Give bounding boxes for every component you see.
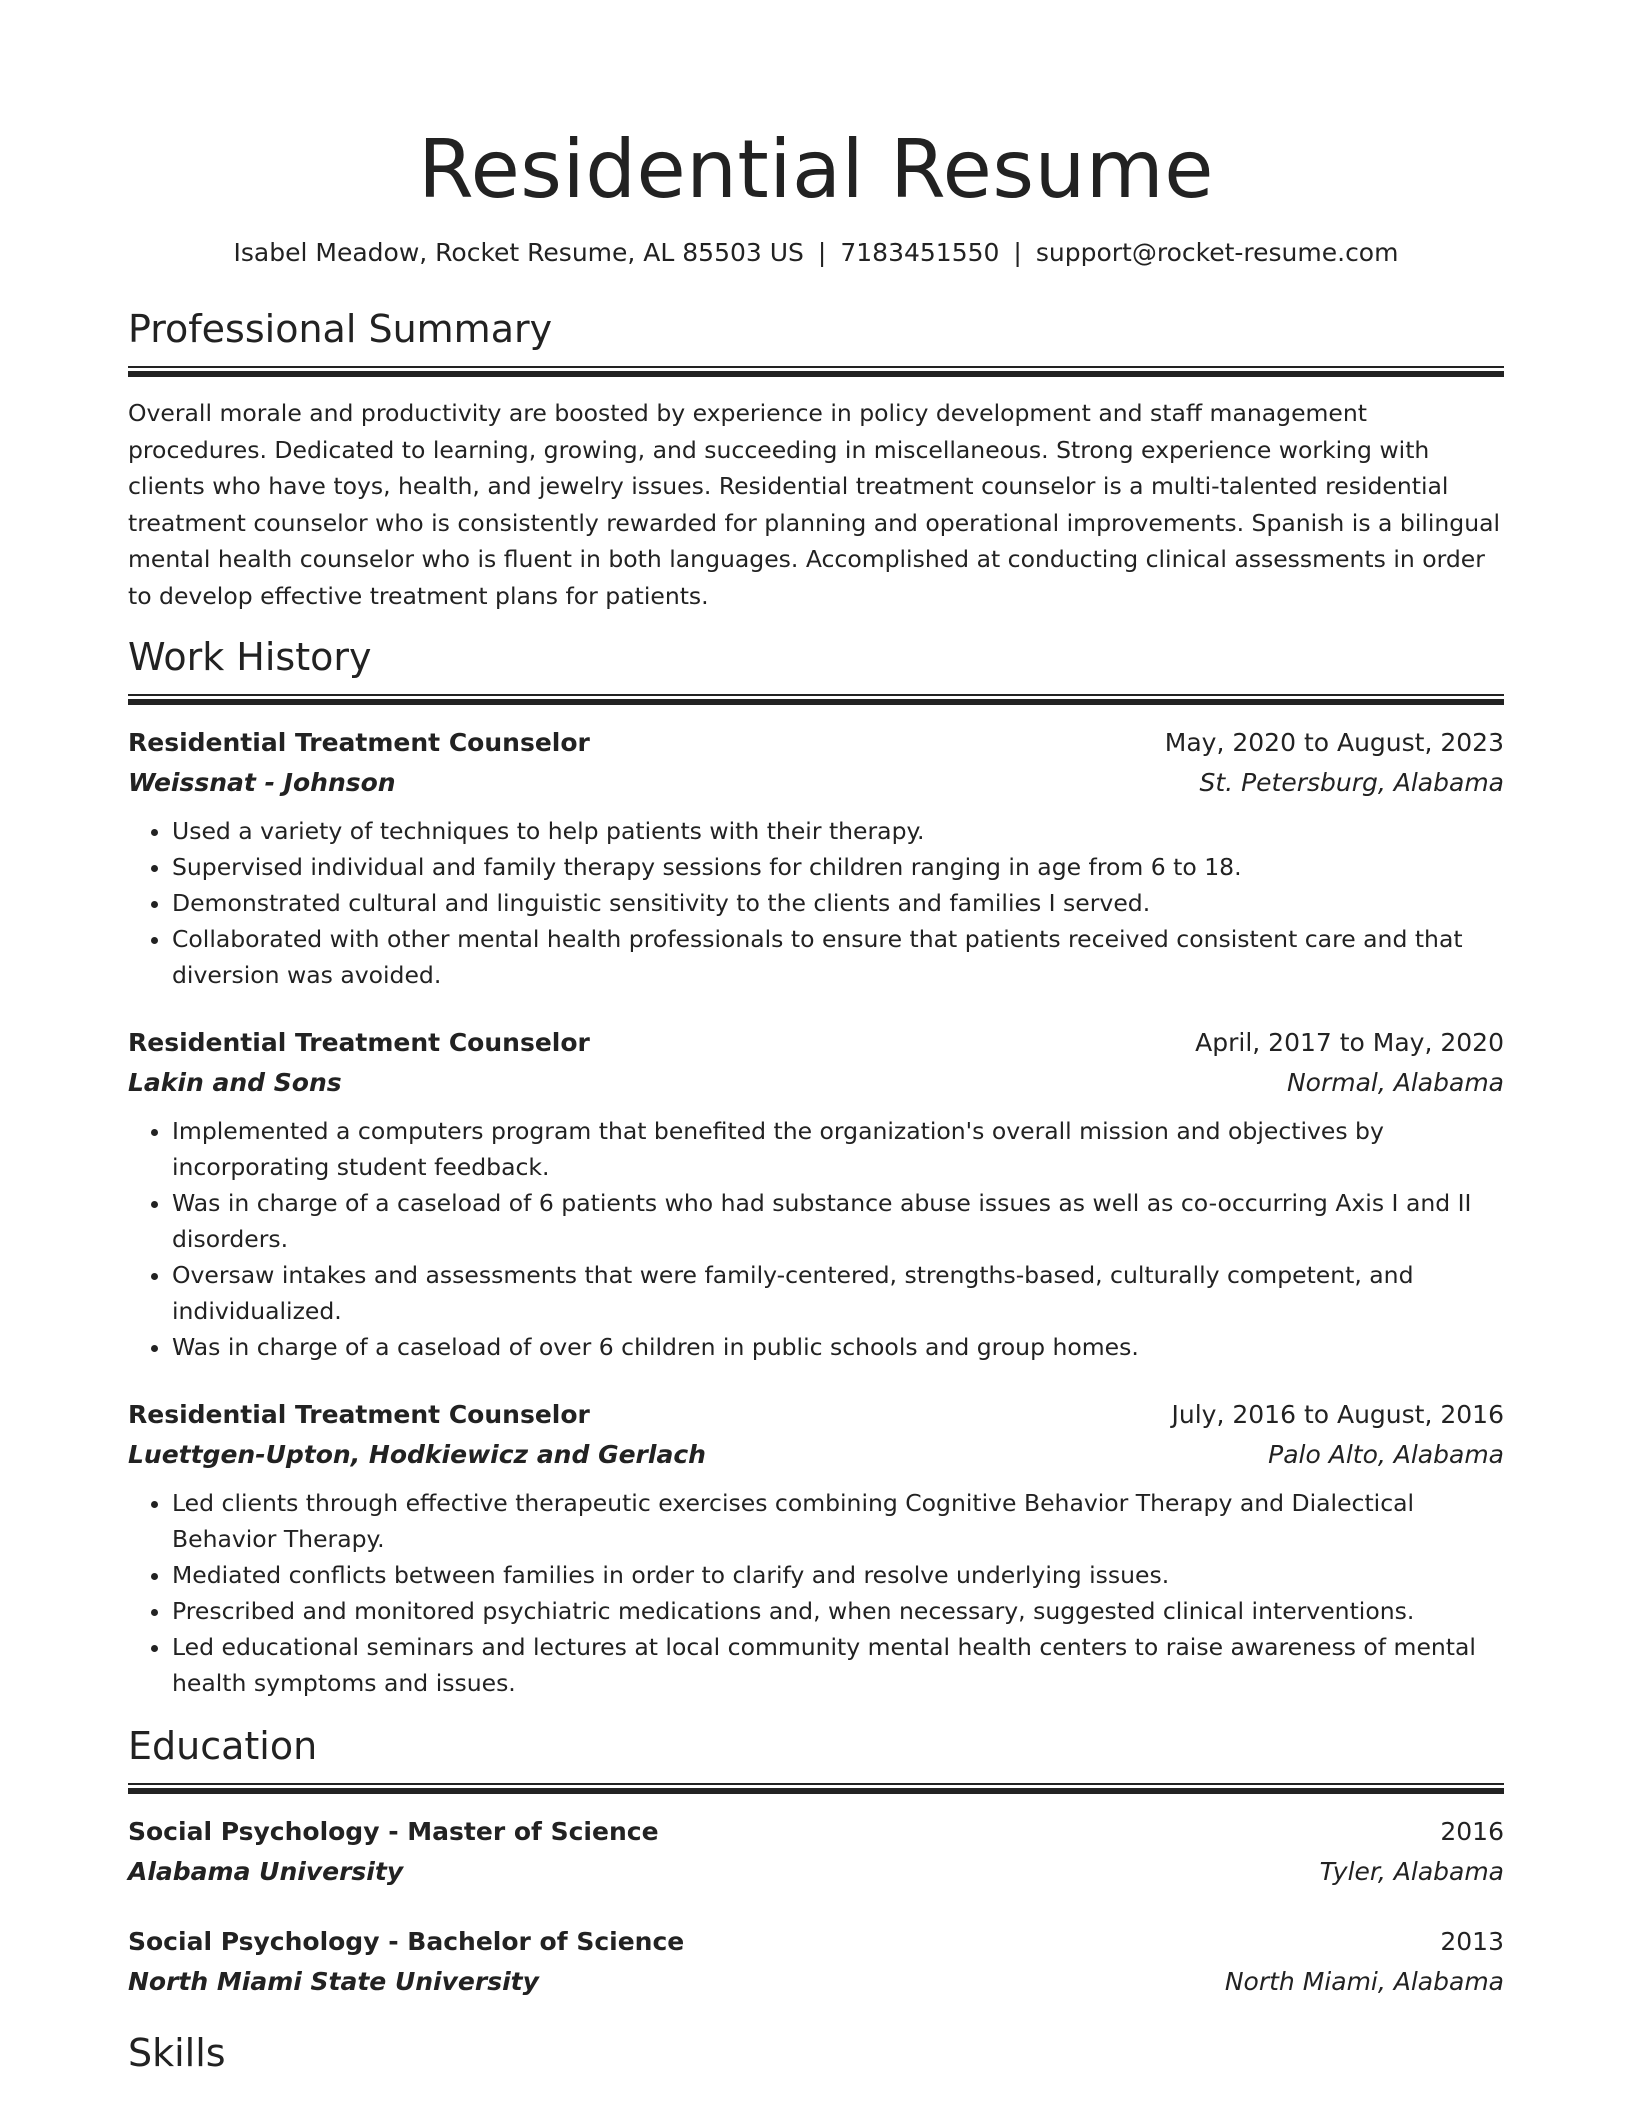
job-bullet: • Was in charge of a caseload of over 6 children in public schools and group homes.	[172, 1329, 1504, 1365]
education-heading: Education	[128, 1724, 318, 1768]
job-bullet: • Oversaw intakes and assessments that were family-centered, strengths-based, culturally competent, and individualized.	[172, 1257, 1504, 1329]
job-company-row	[128, 1435, 1504, 1475]
job-company-row	[128, 763, 1504, 803]
job-entry	[128, 1023, 1504, 1365]
section-divider	[128, 366, 1504, 377]
job-bullet: • Collaborated with other mental health professionals to ensure that patients received consistent care and that diversion was avoided.	[172, 921, 1504, 993]
summary-heading: Professional Summary	[128, 307, 553, 351]
job-header-row	[128, 1023, 1504, 1063]
education-section	[128, 1721, 1504, 2002]
job-bullet: • Was in charge of a caseload of 6 patients who had substance abuse issues as well as co-occurring Axis I and II disorders.	[172, 1185, 1504, 1257]
contact-email: support@rocket-resume.com	[1035, 238, 1399, 267]
job-company-row	[128, 1063, 1504, 1103]
job-bullet: • Demonstrated cultural and linguistic sensitivity to the clients and families I served.	[172, 885, 1504, 921]
education-year: 2013	[1440, 1927, 1504, 1956]
contact-phone: 7183451550	[840, 238, 1000, 267]
education-school: North Miami State University	[128, 1967, 539, 1996]
job-title: Residential Treatment Counselor	[128, 1400, 590, 1429]
job-bullets	[128, 1485, 1504, 1701]
job-title: Residential Treatment Counselor	[128, 728, 590, 757]
job-company: Luettgen-Upton, Hodkiewicz and Gerlach	[128, 1440, 706, 1469]
job-location: Palo Alto, Alabama	[1268, 1440, 1504, 1469]
job-bullet: • Prescribed and monitored psychiatric medications and, when necessary, suggested clinical interventions.	[172, 1593, 1504, 1629]
section-divider	[128, 1783, 1504, 1794]
education-school-row	[128, 1962, 1504, 2002]
job-header-row	[128, 1395, 1504, 1435]
job-company: Lakin and Sons	[128, 1068, 342, 1097]
education-location: Tyler, Alabama	[1319, 1857, 1504, 1886]
education-entry	[128, 1922, 1504, 2002]
job-location: Normal, Alabama	[1286, 1068, 1504, 1097]
job-bullet: • Led clients through effective therapeutic exercises combining Cognitive Behavior Therapy and Dialectical Behavior Therapy.	[172, 1485, 1504, 1557]
job-dates: May, 2020 to August, 2023	[1164, 728, 1504, 757]
job-header-row	[128, 723, 1504, 763]
job-bullet: • Led educational seminars and lectures at local community mental health centers to raise awareness of mental health symptoms and issues.	[172, 1629, 1504, 1701]
work-history-section	[128, 632, 1504, 1701]
education-school: Alabama University	[128, 1857, 404, 1886]
job-company: Weissnat - Johnson	[128, 768, 396, 797]
summary-text: Overall morale and productivity are boosted by experience in policy development and staff management procedures. Dedicated to learning, growing, and succeeding in miscellaneous. Strong experience working with clients who have toys, health, and jewelry issues. Residential treatment counselor is a multi-talented residential treatment counselor who is consistently rewarded for planning and operational improvements. Spanish is a bilingual mental health counselor who is fluent in both languages. Accomplished at conducting clinical assessments in order to develop effective treatment plans for patients.	[128, 399, 1501, 610]
job-entry	[128, 1395, 1504, 1701]
job-bullet: • Implemented a computers program that benefited the organization's overall mission and objectives by incorporating student feedback.	[172, 1113, 1504, 1185]
education-degree: Social Psychology - Bachelor of Science	[128, 1927, 685, 1956]
job-dates: July, 2016 to August, 2016	[1171, 1400, 1504, 1429]
education-header-row	[128, 1812, 1504, 1852]
education-school-row	[128, 1852, 1504, 1892]
contact-separator: |	[817, 238, 827, 267]
education-location: North Miami, Alabama	[1224, 1967, 1504, 1996]
work-history-heading: Work History	[128, 635, 372, 679]
job-bullet: • Mediated conflicts between families in order to clarify and resolve underlying issues.	[172, 1557, 1504, 1593]
skills-heading: Skills	[128, 2031, 226, 2075]
job-bullet: • Supervised individual and family therapy sessions for children ranging in age from 6 to 18.	[172, 849, 1504, 885]
education-header-row	[128, 1922, 1504, 1962]
job-bullets	[128, 1113, 1504, 1365]
skills-section	[128, 2028, 1504, 2078]
section-divider	[128, 694, 1504, 705]
resume-title: Residential Resume	[418, 123, 1214, 216]
job-entry	[128, 723, 1504, 993]
contact-line	[128, 236, 1504, 270]
education-entry	[128, 1812, 1504, 1892]
summary-section	[128, 304, 1504, 614]
education-degree: Social Psychology - Master of Science	[128, 1817, 659, 1846]
job-location: St. Petersburg, Alabama	[1199, 768, 1504, 797]
job-bullet: • Used a variety of techniques to help patients with their therapy.	[172, 813, 1504, 849]
job-bullets	[128, 813, 1504, 993]
job-title: Residential Treatment Counselor	[128, 1028, 590, 1057]
contact-separator: |	[1013, 238, 1022, 267]
contact-address: Isabel Meadow, Rocket Resume, AL 85503 US	[233, 238, 804, 267]
education-year: 2016	[1440, 1817, 1504, 1846]
job-dates: April, 2017 to May, 2020	[1195, 1028, 1504, 1057]
